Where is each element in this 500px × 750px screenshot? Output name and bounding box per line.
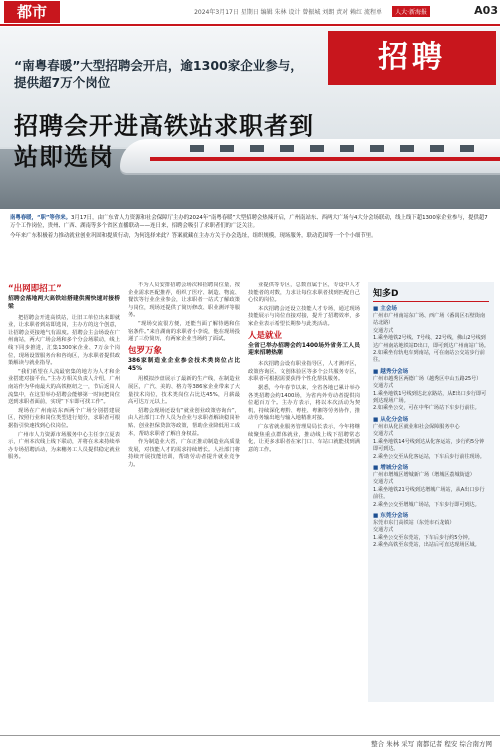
paragraph: “我们希望在人流最密集的地方为人才和企业搭建对接平台。”主办方相关负责人介绍，广州南站作为华南最大的高铁枢纽之一，节后返岗人流集中，在这里举办招聘会能够第一时间把岗位送到求职者面前，实现“下车即可找工作”。 [8,368,120,406]
lead-paragraph-2: 今年来广东积极着力推动就业创业巩固和提质行动，为何选择来此？答案就藏在主办方关于办会选址，组织规模，现场服务，联动范围等一个个小细节里。 [10,233,377,239]
sidebar-line: 2.如乘坐有轨电车到南站，可在南站公交站步行前往。 [373,350,485,364]
sidebar-line: 1.乘坐地铁14号线到达从化客运站，步行约5分钟即可到达。 [373,438,485,453]
page-footer [0,735,500,750]
sidebar-line: 广州市从化区就业和社会保障服务中心 [373,423,460,430]
sidebar-line: 1.乘坐地铁1号线到达北京路站，从E出口步行即可到达现场广场。 [373,390,487,405]
sidebar-line: 1.乘坐地铁2号线、7号线、22号线，佛山2号线到达广州南站地铁站D出口，即可到达广州南站广场。 [373,335,489,349]
paragraph: 据悉，今年春节以来，全省各地已累计举办各类招聘会约1400场，为省内外劳动者提供岗位超百万个。主办方表示，将以本次活动为契机，持续深化粤黔、粤桂、粤湘等劳务协作，推动劳务输出地与输入地精准对接。 [248,384,360,422]
subheading-deck: 全省已举办招聘会约1400场外省务工人员迎来招聘热潮 [248,342,360,357]
subheading: 人是就业 [248,330,283,341]
sidebar-line: 广州市增城区增城新广场（增城区荔城街道） [373,471,475,478]
paragraph: “现场交流很方便，还能当面了解待遇和住宿条件。”来自湖南的求职者小李说，他在现场投递了三份简历，有两家企业当场约了面试。 [128,320,240,343]
sidebar-line: 交通方式 [373,327,394,334]
sidebar-line: 广州市越秀区两德广场（越秀区中山五路25号） [373,375,482,382]
sidebar-section [373,512,489,550]
train-window [430,145,444,152]
masthead [0,0,500,26]
sidebar-section-title: ■ 增城分会场 [373,464,409,471]
lead-prefix: 南粤春暖，“职”等你来。 [10,215,71,221]
sidebar-line: 2.乘坐公交至从化客运站，下车后步行前往现场。 [373,453,485,460]
lead-text: 3月17日，由广东省人力资源和社会保障厅主办的2024年“南粤春暖”大型招聘会热辣开启，广州南站东、西两大广场与4大分会场联动，线上线下超1300家企业参与，提供超7万个工作岗位，贵州、广西、湖南等多个省区直播联动——连日来，招聘会吸引了求职者们的广泛关注。 [10,215,488,229]
train-window [370,145,384,152]
paragraph: 用模拟沙盘展示了最新的生产线，在制造业展区，广汽、美的、格力等386家企业带来了大量技术岗位，技术类岗位占比达45%，月薪最高可达万元以上。 [128,376,240,406]
article-kicker: “南粤春暖”大型招聘会开启，逾1300家企业参与，提供超7万个岗位 [14,58,303,90]
page-number: A03 [474,4,498,17]
article-headline: 招聘会开进高铁站求职者到站即选岗 [14,112,314,171]
paragraph: 业提供等专区，总数直属于区，专设中人才技能者的对数，力求让每位求职者找到匹配自己心仪的岗位。 [248,282,360,304]
train-window [460,145,474,152]
sidebar-line: 交通方式 [373,383,394,390]
sidebar-section [373,416,489,461]
column-3 [248,282,360,702]
paragraph: 本次招聘会设有职业指导区，人才测评区，政策咨询区、文创体验区等多个公共服务专区，求职者可根据需要获得个性化帮扶服务。 [248,361,360,383]
byline: 整合 朱林 采写 南都记者 程安 综合南方网 [371,740,492,748]
sidebar-section-title: ■ 主会场 [373,306,398,312]
sidebar-line: 交通方式 [373,479,394,486]
paragraph: 作为制造业大省，广东正推动制造业高质量发展，对技能人才的需求持续增长。人社部门将持续开展技能培训，帮助劳动者提升就业竞争力。 [128,439,240,468]
train-window [400,145,414,152]
sidebar-line: 2.乘坐公交至增城广场站，下车步行即可到达。 [373,501,480,508]
sidebar-section-title: ■ 从化分会场 [373,416,409,423]
sidebar-section-title: ■ 越秀分会场 [373,368,409,375]
lead-paragraph [10,214,490,230]
paragraph: 现场在广州南站东西两个广场分别搭建展区，按照行业和岗位类型进行划分，求职者可根据指引快速找到心仪岗位。 [8,407,120,429]
sidebar-line: 2.如乘坐公交，可在中华广场站下车步行前往。 [373,405,480,412]
sidebar-line: 2.乘坐高铁至东莞站，出站后可直达现场区域。 [373,542,480,549]
sidebar-line: 交通方式 [373,431,394,438]
hero-photo [0,27,500,209]
sidebar-line: 交通方式 [373,527,394,534]
issue-meta: 2024年3月17日 星期日 编辑 朱林 设计 曾振城 刘朗 责对 赖红 流程单 [194,9,382,16]
paragraph: 把招聘会开进高铁站，让旧工单位出来即就业，让求职者到站即选岗，主办方的这个创意，让招聘会更接地气有温度。招聘会主会场设在广州南站，两大广场会场和多个分会场联动，线上线下同步推进，汇集1300家企业、7万余个岗位，现场设置服务台和咨询区，为求职者提供政策解读与就业指导。 [8,314,120,367]
sidebar-line: 东莞市东门高铁站（东莞市石龙镇） [373,519,455,526]
sidebar-line: 1.乘坐公交至东莞站，下车后步行约5分钟。 [373,534,473,541]
sidebar-section-title: ■ 东莞分会场 [373,512,409,519]
column-2 [128,282,240,702]
article-body [8,282,368,702]
sidebar-section [373,464,489,509]
paragraph: 招聘会现场还设有“就业创业政策咨询台”，由人社部门工作人员为企业与求职者解读稳岗补贴、创业担保贷款等政策，帮助企业降低用工成本，帮助求职者了解自身权益。 [128,407,240,437]
paragraph: 本次招聘会还设立技能人才专场，通过现场技能展示与岗位直接对接，提升了招聘效率，多家企业表示希望长期参与此类活动。 [248,305,360,327]
section-label: 都市 [4,1,60,23]
sidebar-line: 广州市广州南站东广场、西广场（番禺区石壁街南站北路） [373,313,486,327]
recruitment-sign: 招聘 [328,31,496,85]
paragraph: 广东省就业服务管理局局长表示，今年将继续聚焦重点群体就业，推动线上线下招聘常态化，让更多求职者在家门口、车站口就能找到满意的工作。 [248,423,360,453]
article-lead [10,214,490,242]
sidebar-title: 知多D [373,286,489,302]
sidebar-section [373,305,489,365]
section-tag: 人大·新海报 [392,6,430,17]
subheading-deck: 招聘会落地两大高铁站搭建供需快速对接桥梁 [8,296,120,310]
info-sidebar [368,282,494,702]
sidebar-line: 1.乘坐地铁21号线到达增城广场站，从A出口步行前往。 [373,486,485,501]
train-window [340,145,354,152]
subheading: 包罗万象 [128,345,163,356]
subheading: “出网即招工” [8,284,62,294]
subheading-deck: 386家制造业企业参会技术类岗位占比45% [128,357,240,372]
sidebar-section [373,368,489,413]
column-1 [8,282,120,702]
paragraph: 广州市人力资源市场服务中心主任李立夏表示，广州本次线上线下联动，并将在未来持续举办专场招聘活动，为来穗务工人员提供稳定就业服务。 [8,431,120,461]
paragraph: 不为人员安排招聘会场次和招聘岗位量，按企业需求匹配推荐，组织了医疗、制造、物流、餐饮等行业企业参会，让求职者一站式了解政策与岗位，现场还提供了简历修改、职业测评等服务。 [128,282,240,319]
